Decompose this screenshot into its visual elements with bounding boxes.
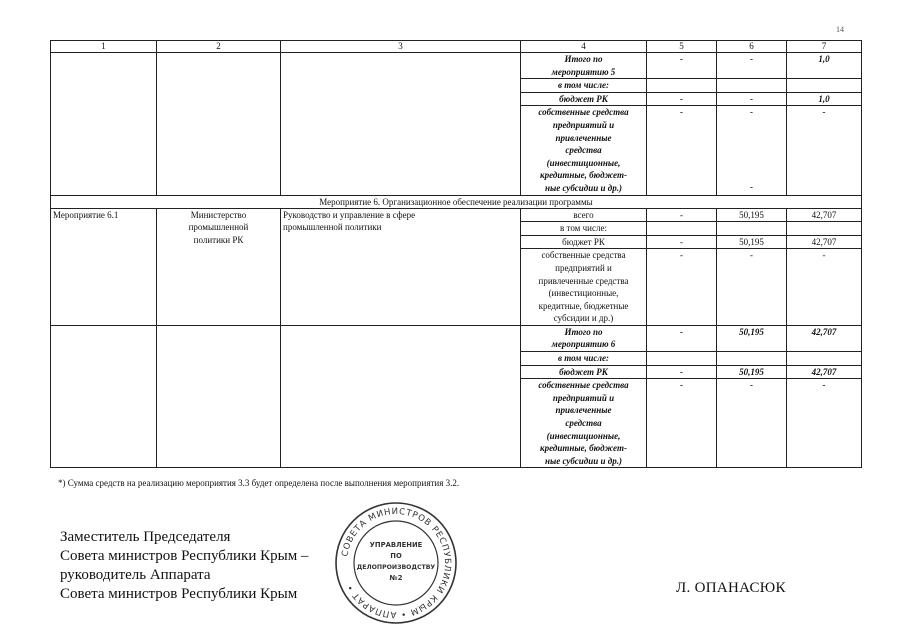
official-stamp: [330, 500, 462, 626]
header-cell: 5: [647, 41, 717, 53]
value-cell: -: [787, 106, 862, 195]
text-line: промышленной политики: [283, 222, 382, 233]
stamp-line: №2: [389, 574, 403, 582]
empty-cell: [281, 325, 521, 468]
text-line: предприятий и: [552, 392, 615, 403]
value-cell: -: [717, 249, 787, 326]
value-cell: -: [717, 379, 787, 468]
table-row: [51, 53, 862, 79]
value-cell: 1,0: [787, 53, 862, 79]
value-cell: 1,0: [787, 92, 862, 106]
section-row: [51, 195, 862, 208]
value-cell: -: [647, 53, 717, 79]
value-cell: -: [717, 53, 787, 79]
text-line: предприятий и: [552, 119, 615, 130]
text-line: промышленной: [188, 222, 249, 233]
table-header-row: [51, 41, 862, 53]
text-line: (инвестиционные,: [548, 288, 619, 299]
footnote: *) Сумма средств на реализацию мероприятия 3.3 будет определена после выполнения мероприятия 3.2.: [58, 478, 460, 488]
value-cell: -: [647, 208, 717, 222]
value-cell: 50,195: [717, 235, 787, 249]
text-line: кредитные, бюджетные: [538, 300, 629, 311]
incl-label-cell: в том числе:: [521, 79, 647, 93]
header-cell: 6: [717, 41, 787, 53]
own-funds-label-cell: [521, 106, 647, 195]
empty-cell: [51, 53, 157, 196]
empty-cell: [647, 222, 717, 236]
text-line: привлеченные средства: [538, 275, 629, 286]
header-cell: 3: [281, 41, 521, 53]
section-title: Мероприятие 6. Организационное обеспечение реализации программы: [51, 195, 862, 208]
measure-cell: Мероприятие 6.1: [51, 208, 157, 325]
empty-cell: [647, 79, 717, 93]
value-cell: -: [647, 325, 717, 351]
value-cell: 42,707: [787, 365, 862, 379]
text-line: собственные средства: [541, 250, 626, 261]
value-cell: 50,195: [717, 325, 787, 351]
budget-label-cell: бюджет РК: [521, 365, 647, 379]
own-funds-label-cell: [521, 379, 647, 468]
value-cell: 50,195: [717, 208, 787, 222]
empty-cell: [717, 79, 787, 93]
empty-cell: [157, 325, 281, 468]
value-cell: -: [647, 92, 717, 106]
value-cell: -: [647, 249, 717, 326]
value-cell: -: [647, 365, 717, 379]
value-text: -: [750, 107, 753, 118]
text-line: привлеченные: [555, 132, 612, 143]
stamp-line: УПРАВЛЕНИЕ: [369, 541, 423, 549]
text-line: собственные средства: [538, 380, 629, 391]
value-cell: -: [647, 235, 717, 249]
text-line: средства: [565, 145, 602, 156]
budget-label-cell: бюджет РК: [521, 92, 647, 106]
value-cell: -: [787, 379, 862, 468]
empty-cell: [281, 53, 521, 196]
total-label-cell: [521, 325, 647, 351]
text-line: (инвестиционные,: [546, 157, 621, 168]
total-label-cell: [521, 53, 647, 79]
text-line: кредитные, бюджет-: [540, 443, 627, 454]
text-line: мероприятию 5: [551, 66, 616, 77]
signatory-line: руководитель Аппарата: [60, 567, 211, 583]
text-line: политики РК: [193, 234, 244, 245]
empty-cell: [787, 222, 862, 236]
text-line: мероприятию 6: [551, 339, 616, 350]
empty-cell: [717, 352, 787, 366]
value-text: -: [750, 181, 753, 192]
signatory-line: Совета министров Республики Крым –: [60, 548, 309, 564]
text-line: (инвестиционные,: [546, 430, 621, 441]
header-cell: 7: [787, 41, 862, 53]
value-cell: 42,707: [787, 208, 862, 222]
text-line: кредитные, бюджет-: [540, 170, 627, 181]
empty-cell: [647, 352, 717, 366]
stamp-inner-ring: [354, 521, 438, 605]
program-table: [50, 40, 862, 468]
stamp-ring-text: СОВЕТА МИНИСТРОВ РЕСПУБЛИКИ КРЫМ • АППАРАТ •: [340, 506, 453, 620]
signatory-block: [60, 528, 308, 604]
text-line: Итого по: [564, 54, 603, 64]
text-line: предприятий и: [555, 262, 612, 273]
header-cell: 2: [157, 41, 281, 53]
text-line: собственные средства: [538, 107, 629, 118]
incl-label-cell: в том числе:: [521, 352, 647, 366]
empty-cell: [51, 325, 157, 468]
text-line: привлеченные: [555, 405, 612, 416]
description-cell: [281, 208, 521, 325]
empty-cell: [787, 352, 862, 366]
incl-label-cell: в том числе:: [521, 222, 647, 236]
value-cell: -: [787, 249, 862, 326]
value-cell: 42,707: [787, 325, 862, 351]
text-line: средства: [565, 418, 602, 429]
total-label-cell: всего: [521, 208, 647, 222]
signatory-line: Совета министров Республики Крым: [60, 586, 298, 602]
empty-cell: [717, 222, 787, 236]
page-number: 14: [836, 25, 844, 34]
table-row: [51, 208, 862, 222]
text-line: субсидии и др.): [553, 313, 614, 324]
text-line: Руководство и управление в сфере: [283, 209, 416, 220]
table-row: [51, 325, 862, 351]
text-line: Министерство: [190, 209, 247, 220]
value-cell: [717, 106, 787, 195]
empty-cell: [787, 79, 862, 93]
own-funds-label-cell: [521, 249, 647, 326]
signatory-name: Л. ОПАНАСЮК: [676, 580, 786, 596]
value-cell: -: [647, 379, 717, 468]
value-cell: -: [647, 106, 717, 195]
value-cell: 42,707: [787, 235, 862, 249]
stamp-line: ПО: [390, 552, 402, 560]
empty-cell: [157, 53, 281, 196]
text-line: Итого по: [564, 326, 603, 337]
budget-label-cell: бюджет РК: [521, 235, 647, 249]
value-cell: -: [717, 92, 787, 106]
text-line: ные субсидии и др.): [545, 182, 622, 193]
stamp-line: ДЕЛОПРОИЗВОДСТВУ: [356, 564, 436, 571]
text-line: ные субсидии и др.): [545, 455, 622, 466]
signatory-line: Заместитель Председателя: [60, 529, 231, 545]
value-cell: 50,195: [717, 365, 787, 379]
executor-cell: [157, 208, 281, 325]
header-cell: 4: [521, 41, 647, 53]
header-cell: 1: [51, 41, 157, 53]
